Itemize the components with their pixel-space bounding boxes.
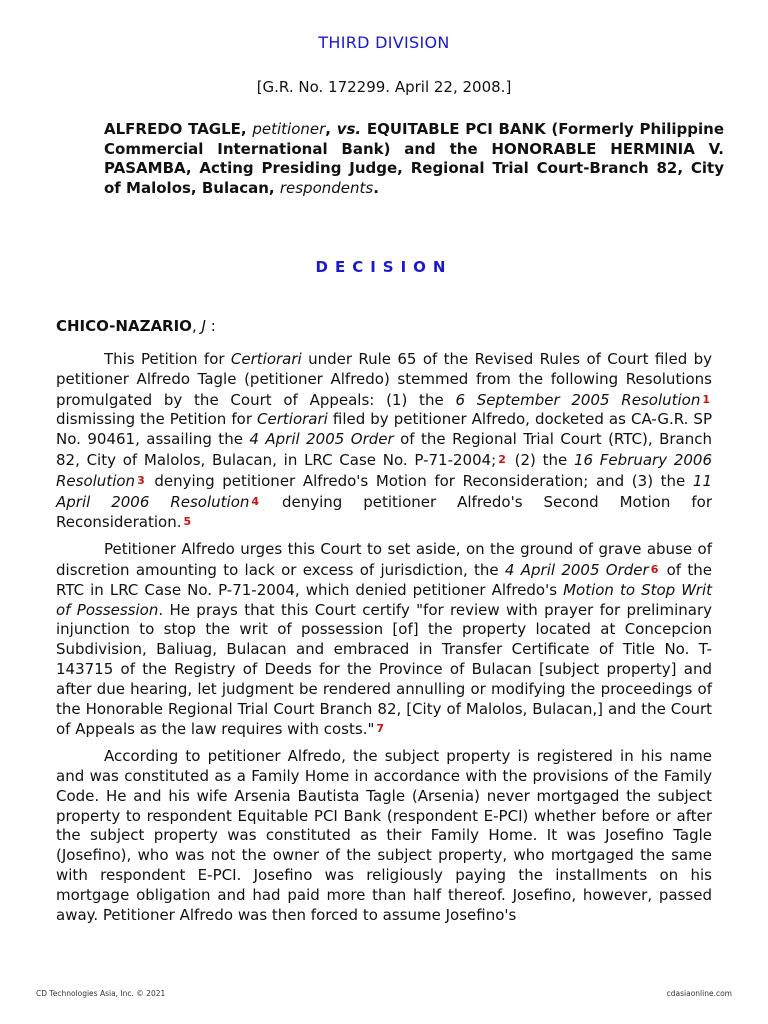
ponente: CHICO-NAZARIO, J :	[56, 317, 216, 335]
petitioner-name: ALFREDO TAGLE	[104, 120, 241, 138]
text-run: filed by petitioner Alfredo, docketed as CA-G.R. SP No. 90461, assailing the	[56, 410, 712, 449]
text-run: (2) the	[507, 450, 574, 469]
text-run-italic: 16 February 2006 Resolution	[56, 450, 712, 490]
text-run: under Rule 65 of the Revised Rules of Court filed by petitioner Alfredo Tagle (petitioner Alfredo) stemmed from the following Resolutions promulgated by the Court of Appeals: (1) the	[56, 350, 712, 409]
text-run-italic: Motion to Stop Writ of Possession	[56, 580, 712, 619]
paragraph-3	[56, 747, 712, 925]
versus-label: vs.	[336, 120, 362, 138]
respondents-role: respondents	[279, 178, 374, 197]
text-run-italic: 4 April 2005 Order	[504, 560, 649, 579]
footnote-link-4[interactable]: 4	[251, 494, 260, 508]
text-run: denying petitioner Alfredo's Second Motion for Reconsideration.	[56, 492, 713, 532]
footnote-link-3[interactable]: 3	[137, 473, 145, 487]
text-run: This Petition for	[104, 350, 231, 368]
case-parties: ALFREDO TAGLE, petitioner, vs. EQUITABLE PCI BANK (Formerly Philippine Commercial International Bank) and the HONORABLE HERMINIA V. PASAMBA, Acting Presiding Judge, Regional Trial Court-Branch 82, City of Malolos, Bulacan, respondents.	[104, 120, 725, 197]
petitioner-role: petitioner	[252, 120, 326, 138]
text-run: denying petitioner Alfredo's Motion for Reconsideration; and (3) the	[146, 471, 693, 490]
text-run-italic: 6 September 2005 Resolution	[455, 390, 701, 409]
footer-website: cdasiaonline.com	[666, 989, 732, 998]
text-run: dismissing the Petition for	[56, 410, 258, 429]
footnote-link-5[interactable]: 5	[183, 515, 192, 529]
case-number: [G.R. No. 172299. April 22, 2008.]	[256, 78, 512, 96]
footnote-link-7[interactable]: 7	[376, 722, 385, 736]
footer-copyright: CD Technologies Asia, Inc. © 2021	[36, 989, 166, 998]
text-run: According to petitioner Alfredo, the subject property is registered in his name and was constituted as a Family Home in accordance with the provisions of the Family Code. He and his wife Arsenia Bautista Tagle (Arsenia) never mortgaged the subject property to respondent Equitable PCI Bank (respondent E-PCI) whether before or after the subject property was constituted as their Family Home. It was Josefino Tagle (Josefino), who was not the owner of the subject property, who mortgaged the same with respondent E-PCI. Josefino was religiously paying the installments on his mortgage obligation and had paid more than half thereof. Josefino, however, passed away. Petitioner Alfredo was then forced to assume Josefino's	[56, 747, 712, 924]
decision-heading: DECISION	[315, 258, 453, 276]
ponente-title: J	[201, 317, 206, 335]
footnote-link-1[interactable]: 1	[702, 392, 711, 406]
text-run-italic: Certiorari	[257, 410, 328, 429]
text-run-italic: Certiorari	[230, 350, 302, 368]
text-run: of the Regional Trial Court (RTC), Branch 82, City of Malolos, Bulacan, in LRC Case No. P-71-2004;	[56, 430, 712, 469]
respondents-names: EQUITABLE PCI BANK (Formerly Philippine Commercial International Bank) and the HONORABLE HERMINIA V. PASAMBA, Acting Presiding Judge, Regional Trial Court-Branch 82, City of Malolos, Bulacan	[104, 120, 725, 197]
division-heading: THIRD DIVISION	[318, 33, 450, 52]
text-run: Petitioner Alfredo urges this Court to set aside, on the ground of grave abuse of discretion amounting to lack or excess of jurisdiction, the	[56, 540, 712, 579]
footnote-link-2[interactable]: 2	[498, 452, 506, 466]
footnote-link-6[interactable]: 6	[650, 562, 659, 576]
text-run: of the RTC in LRC Case No. P-71-2004, which denied petitioner Alfredo's	[56, 560, 712, 599]
ponente-name: CHICO-NAZARIO	[56, 317, 192, 335]
decision-body	[56, 350, 712, 932]
paragraph-1	[56, 350, 712, 533]
text-run-italic: 4 April 2005 Order	[249, 430, 394, 449]
text-run: . He prays that this Court certify "for review with prayer for preliminary injunction to stop the writ of possession [of] the property located at Concepcion Subdivision, Baliuag, Bulacan and embraced in Transfer Certificate of Title No. T-143715 of the Registry of Deeds for the Province of Bulacan [subject property] and after due hearing, let judgment be rendered annulling or modifying the proceedings of the Honorable Regional Trial Court Branch 82, [City of Malolos, Bulacan,] and the Court of Appeals as the law requires with costs."	[56, 600, 712, 739]
paragraph-2	[56, 540, 712, 740]
text-run-italic: 11 April 2006 Resolution	[56, 471, 712, 511]
